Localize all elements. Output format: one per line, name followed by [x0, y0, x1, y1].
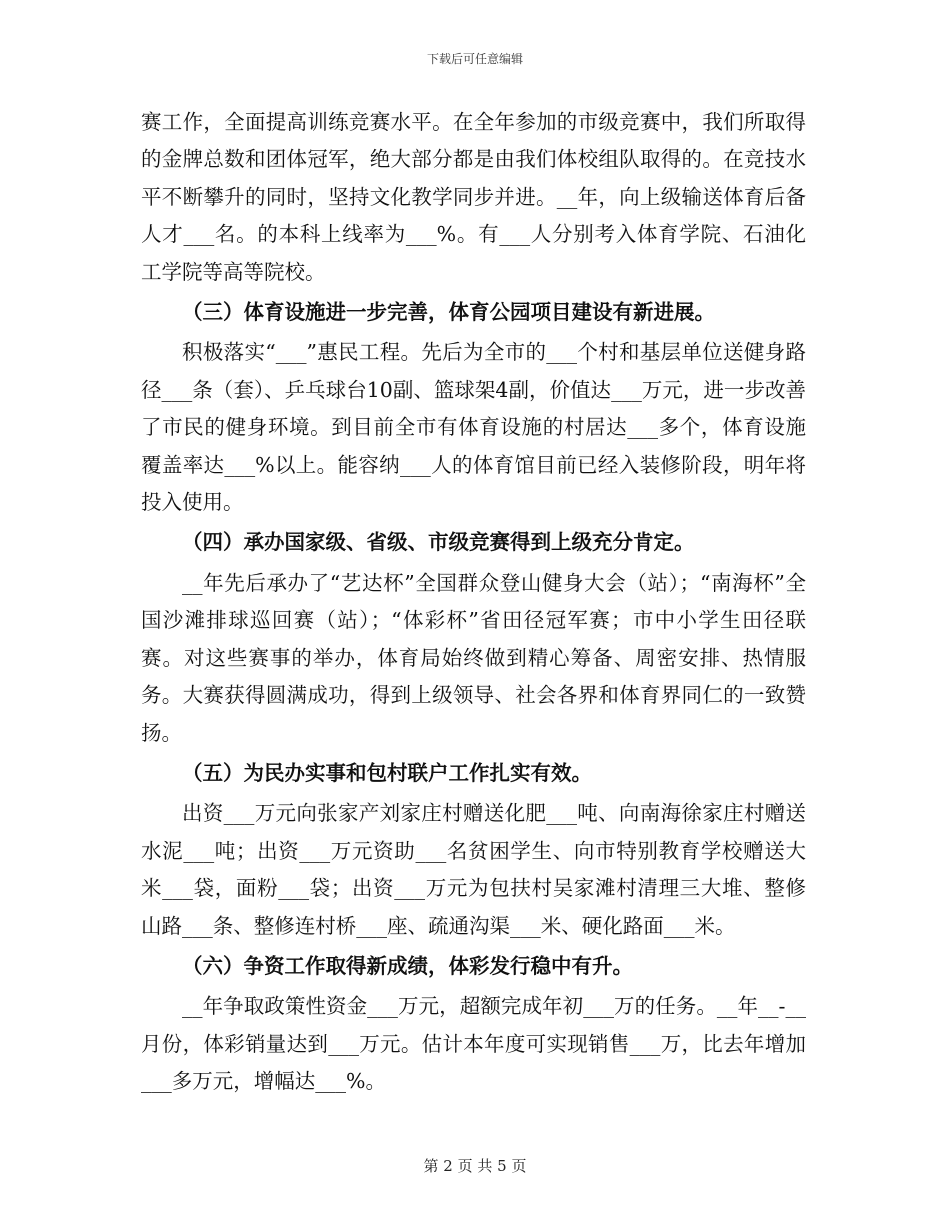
section-heading-4: （四）承办国家级、省级、市级竞赛得到上级充分肯定。 [182, 530, 695, 555]
section-heading-3: （三）体育设施进一步完善，体育公园项目建设有新进展。 [182, 300, 715, 325]
paragraph: __年争取政策性资金___万元，超额完成年初___万的任务。__年__-__月份，体彩销量达到___万元。估计本年度可实现销售___万，比去年增加___多万元，增幅达___%。 [141, 994, 806, 1094]
paragraph: __年先后承办了“艺达杯”全国群众登山健身大会（站）；“南海杯”全国沙滩排球巡回赛（站）；“体彩杯”省田径冠军赛；市中小学生田径联赛。对这些赛事的举办，体育局始终做到精心筹备、周密安排、热情服务。大赛获得圆满成功，得到上级领导、社会各界和体育界同仁的一致赞扬。 [141, 570, 806, 745]
document-body [141, 104, 806, 1101]
paragraph-continued: 赛工作，全面提高训练竞赛水平。在全年参加的市级竞赛中，我们所取得的金牌总数和团体冠军，绝大部分都是由我们体校组队取得的。在竞技水平不断攀升的同时，坚持文化教学同步并进。__年，向上级输送体育后备人才___名。的本科上线率为___%。有___人分别考入体育学院、石油化工学院等高等院校。 [141, 110, 806, 284]
paragraph: 出资___万元向张家产刘家庄村赠送化肥___吨、向南海徐家庄村赠送水泥___吨；出资___万元资助___名贫困学生、向市特别教育学校赠送大米___袋，面粉___袋；出资___万元为包扶村吴家滩村清理三大堆、整修山路___条、整修连村桥___座、疏通沟渠___米、硬化路面___米。 [141, 801, 806, 938]
section-heading-5: （五）为民办实事和包村联户工作扎实有效。 [182, 760, 592, 785]
page-number: 第 2 页 共 5 页 [423, 1157, 527, 1175]
page-header: 下载后可任意编辑 [426, 52, 523, 66]
section-heading-6: （六）争资工作取得新成绩，体彩发行稳中有升。 [182, 953, 633, 978]
paragraph: 积极落实“___”惠民工程。先后为全市的___个村和基层单位送健身路径___条（套）、乒乓球台10副、篮球架4副，价值达___万元，进一步改善了市民的健身环境。到目前全市有体育设施的村居达___多个，体育设施覆盖率达___%以上。能容纳___人的体育馆目前已经入装修阶段，明年将投入使用。 [141, 340, 806, 515]
